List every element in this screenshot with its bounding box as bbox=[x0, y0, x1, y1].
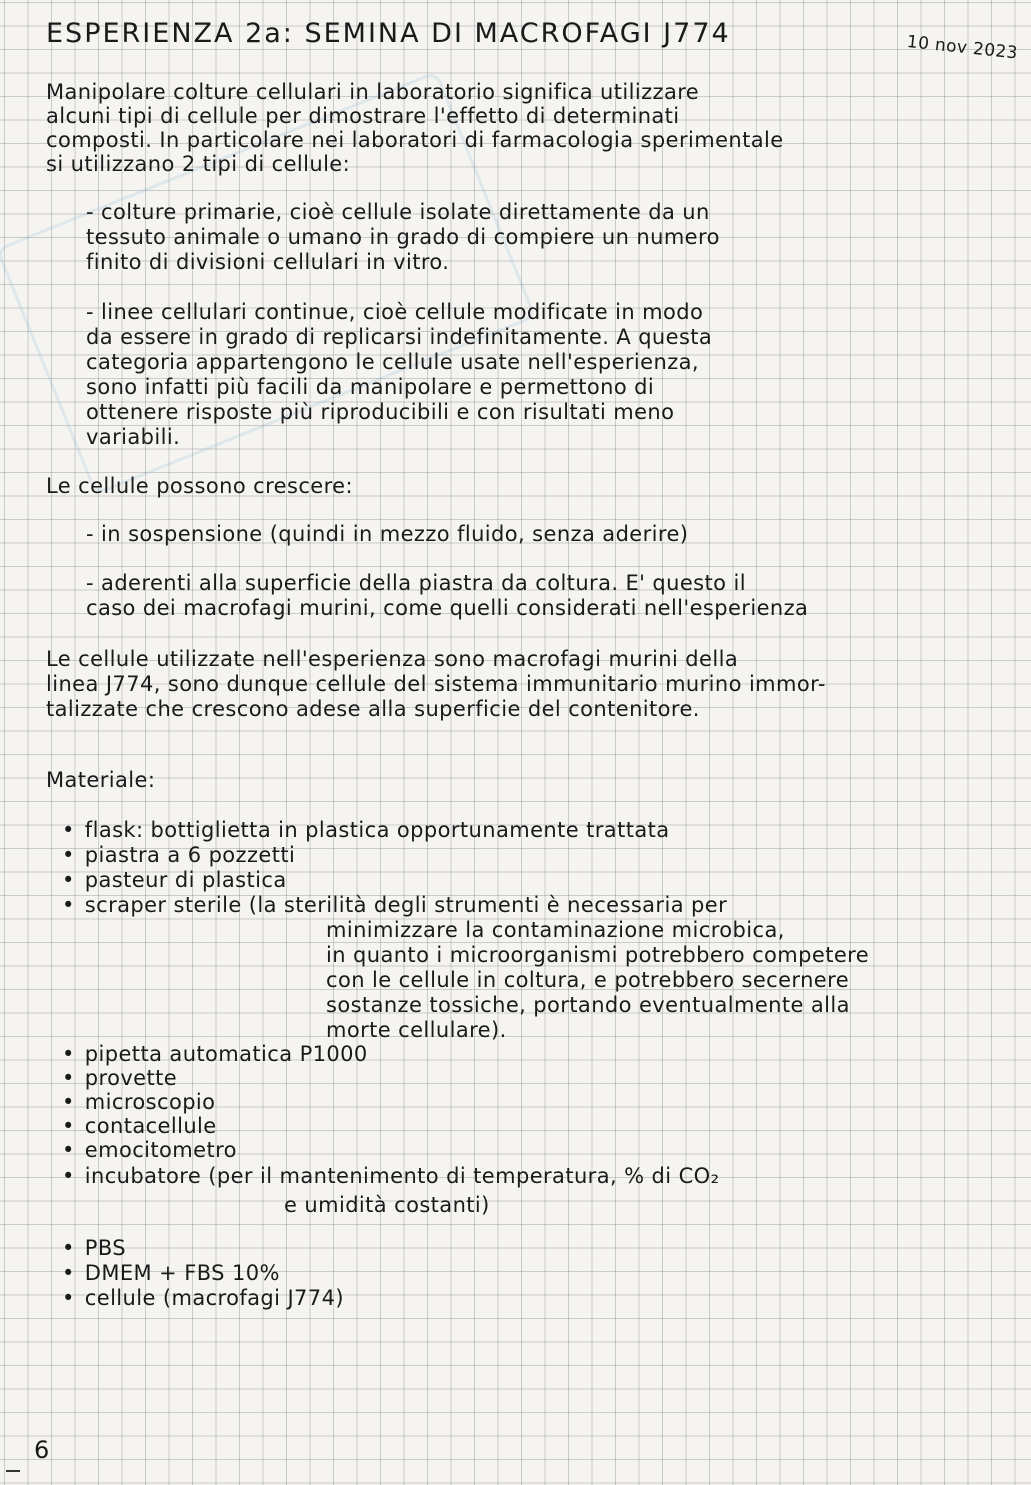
page-number: 6 bbox=[34, 1436, 50, 1464]
cell-type-continuous-line: ottenere risposte più riproducibili e con risultati meno bbox=[86, 400, 675, 424]
material-item: • scraper sterile (la sterilità degli strumenti è necessaria per bbox=[62, 893, 727, 917]
intro-line: si utilizzano 2 tipi di cellule: bbox=[46, 152, 351, 176]
material-item: • piastra a 6 pozzetti bbox=[62, 843, 295, 867]
material-item: • microscopio bbox=[62, 1090, 215, 1114]
intro-line: composti. In particolare nei laboratori di farmacologia sperimentale bbox=[46, 128, 784, 152]
margin-mark bbox=[6, 1470, 20, 1472]
cell-type-primary-line: finito di divisioni cellulari in vitro. bbox=[86, 250, 450, 274]
scraper-note-line: con le cellule in coltura, e potrebbero secernere bbox=[326, 968, 850, 992]
page-title: ESPERIENZA 2a: SEMINA DI MACROFAGI J774 bbox=[46, 18, 731, 49]
scraper-note-line: sostanze tossiche, portando eventualmente alla bbox=[326, 993, 850, 1017]
material-item: • flask: bottiglietta in plastica opportunamente trattata bbox=[62, 818, 670, 842]
growth-heading: Le cellule possono crescere: bbox=[46, 474, 353, 498]
growth-item-adherent: - aderenti alla superficie della piastra da coltura. E' questo il bbox=[86, 571, 746, 595]
growth-item-adherent: caso dei macrofagi murini, come quelli considerati nell'esperienza bbox=[86, 596, 809, 620]
material-item: • pasteur di plastica bbox=[62, 868, 287, 892]
cell-type-continuous-line: sono infatti più facili da manipolare e permettono di bbox=[86, 375, 655, 399]
material-item: • contacellule bbox=[62, 1114, 217, 1138]
cell-type-continuous-line: da essere in grado di replicarsi indefinitamente. A questa bbox=[86, 325, 713, 349]
incubator-note: e umidità costanti) bbox=[284, 1193, 490, 1217]
material-item: • cellule (macrofagi J774) bbox=[62, 1286, 344, 1310]
material-item: • incubatore (per il mantenimento di temperatura, % di CO₂ bbox=[62, 1164, 719, 1188]
cell-type-primary-line: tessuto animale o umano in grado di compiere un numero bbox=[86, 225, 720, 249]
growth-item-suspension: - in sospensione (quindi in mezzo fluido, senza aderire) bbox=[86, 522, 689, 546]
intro-line: Manipolare colture cellulari in laboratorio significa utilizzare bbox=[46, 80, 700, 104]
page-date: 10 nov 2023 bbox=[905, 32, 1019, 64]
cell-type-primary-line: - colture primarie, cioè cellule isolate direttamente da un bbox=[86, 200, 710, 224]
material-item: • DMEM + FBS 10% bbox=[62, 1261, 280, 1285]
cell-type-continuous-line: - linee cellulari continue, cioè cellule modificate in modo bbox=[86, 300, 704, 324]
scraper-note-line: in quanto i microorganismi potrebbero competere bbox=[326, 943, 870, 967]
materials-heading: Materiale: bbox=[46, 768, 156, 792]
scraper-note-line: minimizzare la contaminazione microbica, bbox=[326, 918, 785, 942]
cell-type-continuous-line: categoria appartengono le cellule usate nell'esperienza, bbox=[86, 350, 699, 374]
material-item: • emocitometro bbox=[62, 1138, 237, 1162]
material-item: • PBS bbox=[62, 1236, 126, 1260]
cells-paragraph-line: Le cellule utilizzate nell'esperienza sono macrofagi murini della bbox=[46, 647, 739, 671]
cells-paragraph-line: linea J774, sono dunque cellule del sistema immunitario murino immor- bbox=[46, 672, 826, 696]
material-item: • pipetta automatica P1000 bbox=[62, 1042, 368, 1066]
cell-type-continuous-line: variabili. bbox=[86, 425, 181, 449]
scraper-note-line: morte cellulare). bbox=[326, 1018, 507, 1042]
intro-line: alcuni tipi di cellule per dimostrare l'effetto di determinati bbox=[46, 104, 680, 128]
cells-paragraph-line: talizzate che crescono adese alla superficie del contenitore. bbox=[46, 697, 700, 721]
material-item: • provette bbox=[62, 1066, 177, 1090]
